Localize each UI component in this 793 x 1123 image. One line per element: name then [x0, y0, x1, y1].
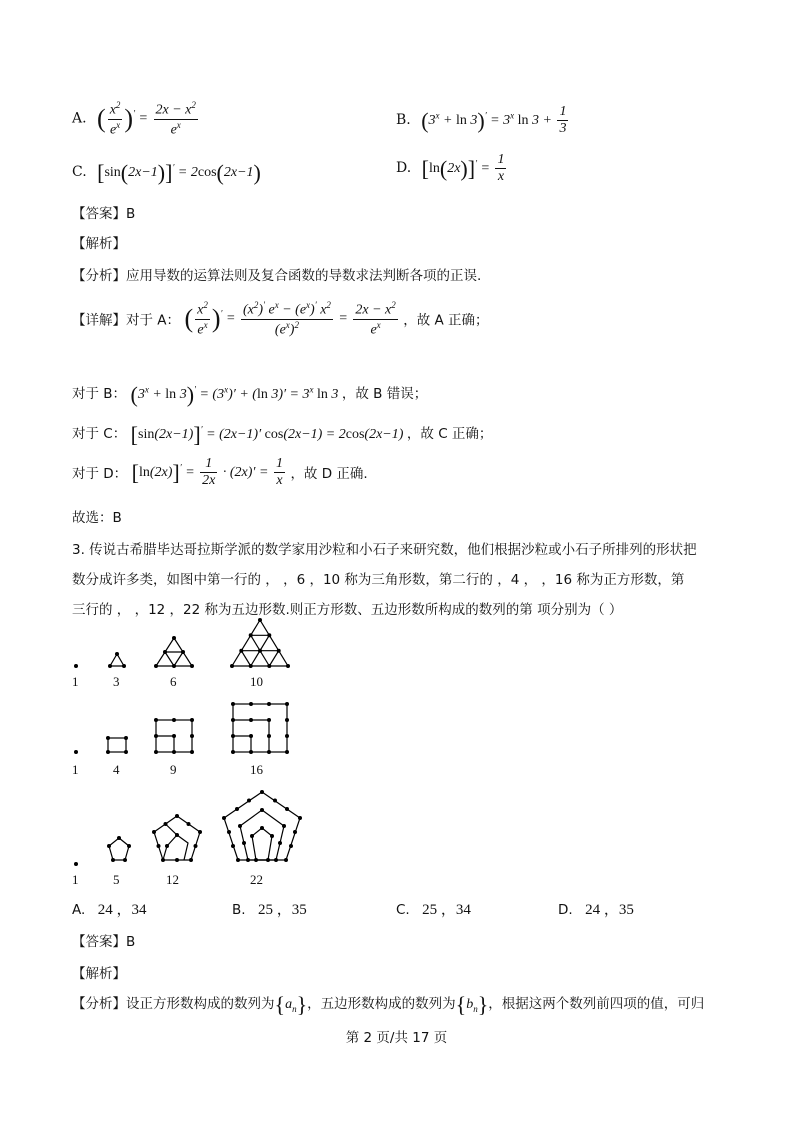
detail-b-formula: $(3^x + \ln 3)' = (3^x)' + (\ln$ $3)' = 3^x$ ln 3	[130, 382, 342, 407]
detail-d-tail: ，故 D 正确.	[290, 465, 368, 482]
detail-c	[72, 422, 492, 448]
q3-line1: 3. 传说古希腊毕达哥拉斯学派的数学家用沙粒和小石子来研究数，他们根据沙粒或小石子所排列的形状把	[72, 542, 697, 558]
detail-c-prefix: 对于 C：	[72, 426, 127, 443]
pent-label-5: 5	[113, 872, 120, 887]
q3-option-c-label: C.	[396, 902, 410, 918]
q3-option-c-value: 25 ，34	[422, 902, 471, 918]
q3-line3: 三行的 ， ，12 ，22 称为五边形数.则正方形数、五边形数所构成的数列的第 项分别为（ ）	[72, 602, 623, 618]
square-numbers-figure	[60, 696, 310, 758]
sq-label-4: 4	[113, 762, 120, 777]
option-b-formula: $(3^x + \ln 3)' = 3^x$ ln 3 + $\frac{1}{3}$	[421, 104, 567, 137]
triangle-10	[232, 620, 288, 666]
sq-label-16: 16	[250, 762, 263, 777]
tri-label-6: 6	[170, 674, 177, 689]
square-16	[233, 704, 287, 752]
q3-analysis-c: ，根据这两个数列前四项的值，可归	[488, 996, 705, 1013]
q2-analysis-heading: 【解析】	[72, 236, 126, 252]
q3-option-d-label: D.	[558, 902, 573, 918]
pentagon-5	[109, 838, 129, 860]
option-a-formula: ( $\frac{x^2}{e^x}$ )′ = $\frac{2x - x^2}{e^x}$	[97, 100, 196, 138]
detail-d	[72, 456, 368, 496]
q3-line2: 数分成许多类，如图中第一行的 ， ，6 ，10 称为三角形数，第二行的 ，4 ， ，16 称为正方形数，第	[72, 572, 685, 588]
q2-answer: 【答案】B	[72, 206, 136, 222]
tri-label-1: 1	[72, 674, 79, 689]
dot	[74, 664, 78, 668]
q3-option-a-label: A.	[72, 902, 86, 918]
detail-d-formula: [ln(2x)]′ = $\frac{1}{2x}$ · (2x)′ = $\frac{1}{x}$	[131, 456, 283, 489]
q3-option-b-label: B.	[232, 902, 246, 918]
q3-option-b-value: 25 ，35	[258, 902, 307, 918]
detail-a	[72, 300, 489, 360]
page-footer: 第 2 页/共 17 页	[345, 1030, 448, 1046]
q3-option-d	[558, 898, 634, 919]
sq-label-9: 9	[170, 762, 177, 777]
option-b	[396, 104, 570, 140]
seq-b-n: $\{b_n\}$	[455, 992, 489, 1017]
detail-d-prefix: 对于 D：	[72, 465, 128, 482]
option-a-label: A.	[72, 110, 87, 127]
option-c-label: C.	[72, 164, 87, 181]
detail-b-prefix: 对于 B：	[72, 386, 127, 403]
q2-analysis: 【分析】应用导数的运算法则及复合函数的导数求法判断各项的正误.	[72, 268, 482, 284]
q3-option-a	[72, 898, 147, 919]
pent-label-1: 1	[72, 872, 79, 887]
option-d-formula: [ln(2x)]′ = $\frac{1}{x}$	[421, 152, 505, 185]
seq-a-n: $\{a_n\}$	[274, 992, 308, 1017]
option-c-formula: [sin(2x−1)]′ = 2cos(2x−1)	[97, 160, 261, 185]
detail-c-tail: ，故 C 正确；	[406, 426, 493, 443]
q3-analysis-b: ，五边形数构成的数列为	[307, 996, 456, 1013]
square-4	[108, 738, 126, 752]
pentagon-12	[154, 816, 200, 860]
option-b-label: B.	[396, 111, 411, 128]
q3-option-c	[396, 898, 471, 919]
pentagon-numbers-figure	[60, 786, 320, 870]
tri-label-3: 3	[113, 674, 120, 689]
detail-c-formula: [sin(2x−1)]′ = (2x−1)′ cos(2x−1) = 2cos(2x−1)	[130, 422, 407, 447]
tri-label-10: 10	[250, 674, 263, 689]
detail-a-tail: ，故 A 正确；	[403, 312, 489, 329]
pent-label-22: 22	[250, 872, 263, 887]
pent-label-12: 12	[166, 872, 179, 887]
option-d	[396, 152, 508, 192]
option-c	[72, 160, 261, 190]
option-a	[72, 100, 200, 140]
q3-option-d-value: 24 ，35	[585, 902, 634, 918]
detail-b	[72, 382, 427, 408]
q3-option-b	[232, 898, 307, 919]
q3-analysis	[72, 992, 704, 1018]
triangle-numbers-figure	[60, 612, 310, 672]
q3-answer: 【答案】B	[72, 934, 136, 950]
detail-a-prefix: 【详解】对于 A：	[72, 312, 181, 329]
option-d-label: D.	[396, 159, 412, 176]
q2-choose: 故选：B	[72, 510, 122, 526]
q3-option-a-value: 24 ，34	[97, 902, 147, 918]
q3-analysis-a: 【分析】设正方形数构成的数列为	[72, 996, 275, 1013]
sq-label-1: 1	[72, 762, 79, 777]
q3-analysis-heading: 【解析】	[72, 966, 126, 982]
detail-b-tail: ，故 B 错误；	[341, 386, 428, 403]
detail-a-formula: ( $\frac{x^2}{e^x}$ )′ = $\frac{(x^2)' e^x - (e^x)' x^2}{(e^x)^2}$ = $\frac{2x - x^2}{e^x}$	[184, 300, 396, 338]
